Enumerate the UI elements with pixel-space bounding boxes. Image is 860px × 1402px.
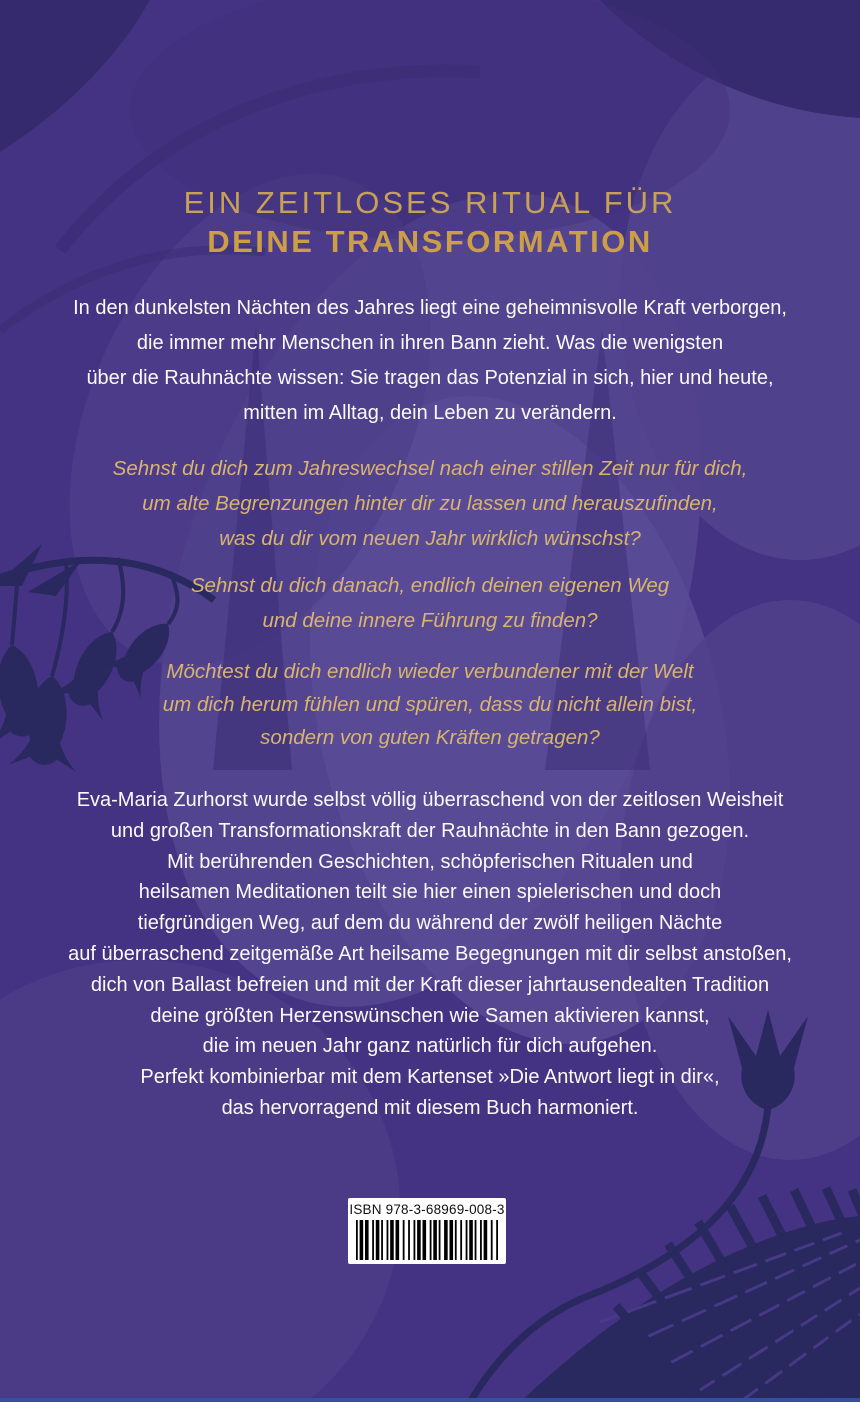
body-line: das hervorragend mit diesem Buch harmoniert. xyxy=(221,1096,639,1119)
headline xyxy=(0,183,860,261)
body-line: Mit berührenden Geschichten, schöpferischen Ritualen und xyxy=(167,850,693,873)
body-line: und großen Transformationskraft der Rauhnächte in den Bann gezogen. xyxy=(110,819,750,842)
question-line: was du dir vom neuen Jahr wirklich wünschst? xyxy=(219,527,641,550)
question-line: Sehnst du dich danach, endlich deinen eigenen Weg xyxy=(190,574,670,597)
body-line: Eva-Maria Zurhorst wurde selbst völlig überraschend von der zeitlosen Weisheit xyxy=(76,789,784,811)
question-line: um dich herum fühlen und spüren, dass du nicht allein bist, xyxy=(162,693,698,716)
barcode-icon xyxy=(356,1220,498,1260)
question-block-2 xyxy=(0,568,860,638)
intro-line: die immer mehr Menschen in ihren Bann zieht. Was die wenigsten xyxy=(136,332,724,354)
intro-paragraph xyxy=(0,291,860,431)
isbn-barcode-box xyxy=(348,1198,506,1264)
question-line: Sehnst du dich zum Jahreswechsel nach einer stillen Zeit nur für dich, xyxy=(112,457,748,480)
body-paragraph xyxy=(0,785,860,1124)
body-line: dich von Ballast befreien und mit der Kraft dieser jahrtausendealten Tradition xyxy=(90,973,770,996)
intro-line: über die Rauhnächte wissen: Sie tragen das Potenzial in sich, hier und heute, xyxy=(86,367,774,389)
question-line: um alte Begrenzungen hinter dir zu lassen und herauszufinden, xyxy=(142,492,718,515)
question-line: Möchtest du dich endlich wieder verbundener mit der Welt xyxy=(166,660,694,683)
body-line: deine größten Herzenswünschen wie Samen aktivieren kannst, xyxy=(150,1004,710,1027)
headline-line-1: EIN ZEITLOSES RITUAL FÜR xyxy=(183,185,677,220)
question-line: sondern von guten Kräften getragen? xyxy=(260,726,600,749)
isbn-text: ISBN 978-3-68969-008-3 xyxy=(349,1202,505,1217)
question-block-3 xyxy=(0,655,860,754)
body-line: tiefgründigen Weg, auf dem du während der zwölf heiligen Nächte xyxy=(137,912,723,935)
body-line: Perfekt kombinierbar mit dem Kartenset »Die Antwort liegt in dir«, xyxy=(140,1066,720,1089)
body-line: auf überraschend zeitgemäße Art heilsame Begegnungen mit dir selbst anstoßen, xyxy=(68,942,792,965)
headline-line-2: DEINE TRANSFORMATION xyxy=(207,224,653,259)
intro-line: mitten im Alltag, dein Leben zu verändern. xyxy=(243,402,617,424)
intro-line: In den dunkelsten Nächten des Jahres liegt eine geheimnisvolle Kraft verborgen, xyxy=(73,297,787,319)
question-line: und deine innere Führung zu finden? xyxy=(262,609,598,632)
bottom-edge-strip xyxy=(0,1398,860,1402)
body-line: heilsamen Meditationen teilt sie hier einen spielerischen und doch xyxy=(138,881,722,904)
question-block-1 xyxy=(0,451,860,556)
body-line: die im neuen Jahr ganz natürlich für dich aufgehen. xyxy=(202,1035,658,1058)
